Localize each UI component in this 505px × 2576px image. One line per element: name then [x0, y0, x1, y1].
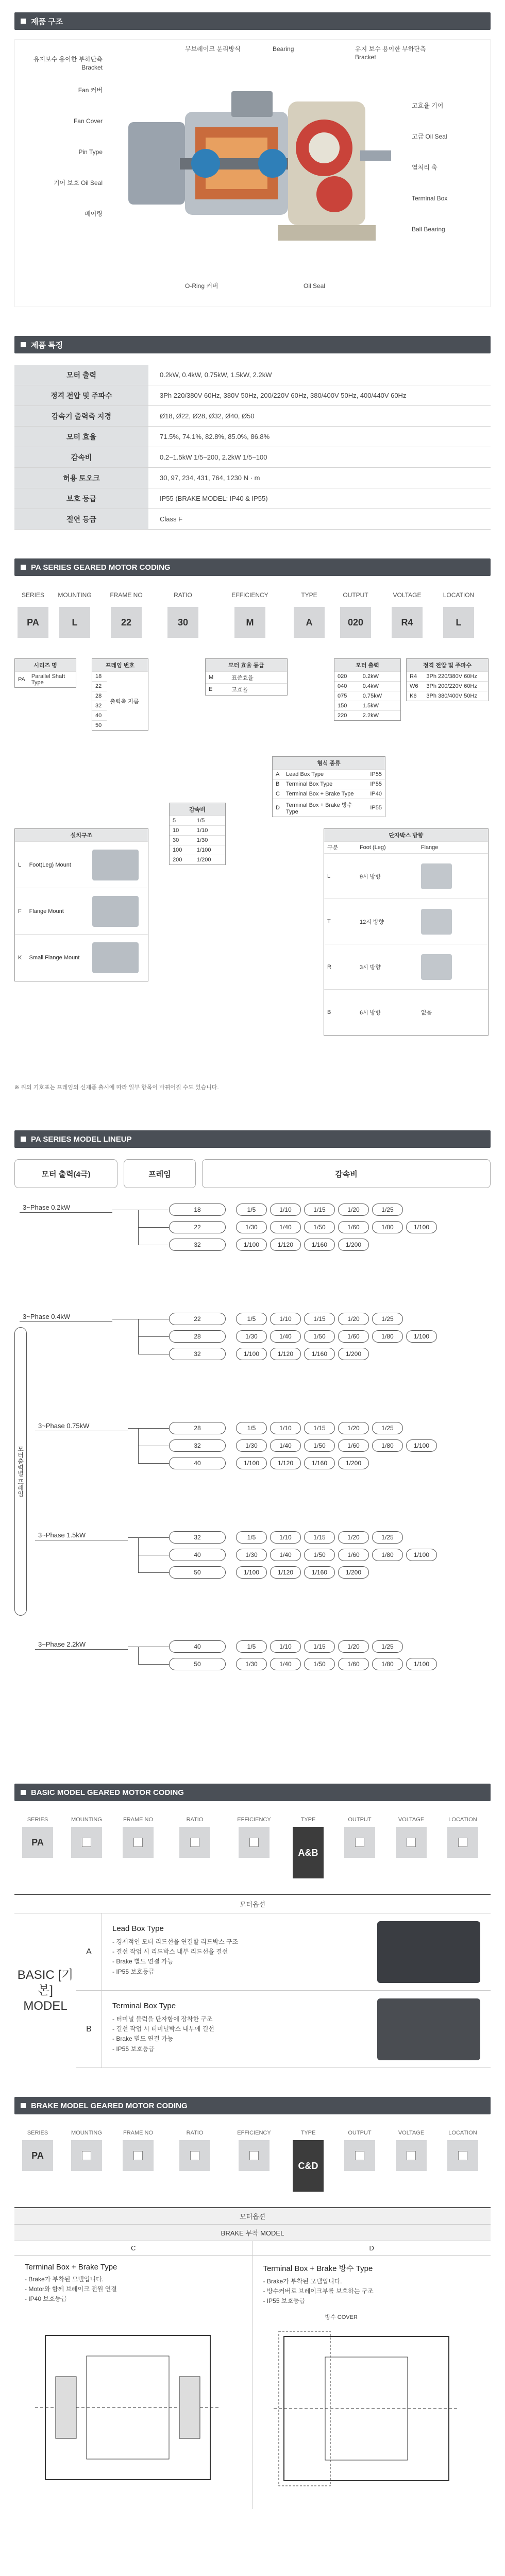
foot-mount-image [92, 850, 139, 880]
lead-box-image [377, 1921, 480, 1983]
ratio-pill: 1/15 [304, 1531, 335, 1544]
coding-section [14, 558, 491, 1101]
brake-section [14, 2097, 491, 2509]
connector-line [138, 1537, 169, 1538]
frame-pill: 50 [169, 1658, 226, 1670]
callout-right-1: 고급 Oil Seal [412, 133, 447, 140]
brake-c-drawing [25, 2315, 231, 2500]
ratio-pill: 1/80 [372, 1549, 403, 1561]
ratio-pill: 1/10 [270, 1422, 301, 1434]
code-voltage: R4 [392, 607, 423, 638]
callout-top-1: Bearing [273, 45, 294, 53]
frame-pill: 18 [169, 1204, 226, 1216]
cover-label: 방수 COVER [325, 2314, 358, 2320]
ratio-pill: 1/5 [236, 1640, 267, 1653]
feature-row: 허용 토오크 30, 97, 234, 431, 764, 1230 N · m [14, 468, 491, 488]
basic-row-b: B Terminal Box Type - 터미널 블럭을 단자함에 장착한 구조 - 결선 작업 시 터미널박스 내부에 결선 - Brake 별도 연결 가능 - IP55 보호등급 [76, 1991, 491, 2068]
lineup-row [169, 1348, 372, 1360]
frame-pill: 50 [169, 1566, 226, 1579]
basic-heads: SERIES MOUNTING FRAME NO RATIO EFFICIENCY TYPE OUTPUT VOLTAGE LOCATION [27, 1817, 477, 1823]
location-legend: 단자박스 방향 구분 Foot (Leg) Flange L 9시 방향 T 12시 방향 R 3시 방향 B 6시 방향 없음 [324, 828, 489, 1036]
ratio-pill: 1/80 [372, 1658, 403, 1670]
connector-line [138, 1572, 169, 1573]
ratio-pill: 1/200 [338, 1457, 369, 1469]
frame-pill: 28 [169, 1330, 226, 1343]
code-mounting: L [59, 607, 90, 638]
coding-values [14, 607, 484, 638]
ratio-pill: 1/15 [304, 1422, 335, 1434]
ratio-pill: 1/5 [236, 1422, 267, 1434]
frame-pill: 32 [169, 1348, 226, 1360]
feature-row: 보호 등급 IP55 (BRAKE MODEL: IP40 & IP55) [14, 488, 491, 509]
terminal-box-image [377, 1998, 480, 2060]
ratio-pill: 1/100 [406, 1330, 437, 1343]
connector-line [138, 1428, 169, 1429]
ratio-pill: 1/80 [372, 1439, 403, 1452]
features-table [14, 365, 491, 530]
lineup-row [169, 1204, 406, 1216]
lineup-row [169, 1531, 406, 1544]
callout-right-3: Terminal Box [412, 195, 448, 202]
connector-line [128, 1428, 138, 1429]
ratio-pill: 1/30 [236, 1439, 267, 1452]
lineup-header: PA SERIES MODEL LINEUP [14, 1130, 491, 1148]
ratio-pill: 1/200 [338, 1239, 369, 1251]
connector-line [138, 1336, 169, 1337]
ratio-pill: 1/100 [406, 1549, 437, 1561]
brake-header: BRAKE MODEL GEARED MOTOR CODING [14, 2097, 491, 2114]
frame-pill: 32 [169, 1239, 226, 1251]
ratio-pill: 1/100 [406, 1221, 437, 1233]
motor-cutaway-image [108, 60, 396, 277]
frame-pill: 22 [169, 1313, 226, 1325]
voltage-legend: 정격 전압 및 주파수 R4 3Ph 220/380V 60Hz W6 3Ph 200/220V 60Hz K6 3Ph 380/400V 50Hz [406, 658, 489, 701]
ratio-pill: 1/200 [338, 1566, 369, 1579]
ratio-pill: 1/50 [304, 1221, 335, 1233]
ratio-pill: 1/50 [304, 1658, 335, 1670]
ratio-pill: 1/40 [270, 1658, 301, 1670]
bullet-icon [21, 342, 26, 347]
bullet-icon [21, 1137, 26, 1142]
callout-left-4: 기어 보호 Oil Seal [53, 179, 103, 187]
connector-line [138, 1664, 169, 1665]
flange-mount-image [92, 896, 139, 927]
ratio-pill: 1/160 [304, 1348, 335, 1360]
features-header: 제품 특징 [14, 336, 491, 353]
ratio-pill: 1/20 [338, 1313, 369, 1325]
ratio-pill: 1/100 [236, 1348, 267, 1360]
lineup-row [169, 1549, 440, 1561]
ratio-legend: 감속비 5 1/5 10 1/10 30 1/30 100 1/100 200 1/200 [169, 803, 226, 865]
lineup-heads: 모터 출력(4극) 프레임 감속비 [14, 1159, 491, 1188]
ratio-pill: 1/30 [236, 1658, 267, 1670]
ratio-pill: 1/50 [304, 1549, 335, 1561]
lineup-row [169, 1422, 406, 1434]
basic-type-table: 모터옵션 BASIC [기본] MODEL A Lead Box Type - 경제적인 모터 리드선을 연결할 리드박스 구조 - 결선 작업 시 리드박스 내부 리드선을 결선 - Brake 별도 연결 가능 - IP55 보호등급 B Terminal Box Type - 터미널 블럭을 단자함에 장착한 구조 - 결선 작업 시 터미널박스 내부에 결선 - Brake 별도 연결 가능 - IP55 보호등급 [14, 1894, 491, 2068]
ratio-pill: 1/100 [406, 1439, 437, 1452]
code-output: 020 [340, 607, 371, 638]
ratio-pill: 1/15 [304, 1204, 335, 1216]
ratio-pill: 1/50 [304, 1330, 335, 1343]
ratio-pill: 1/25 [372, 1313, 403, 1325]
connector-line [138, 1647, 139, 1664]
callout-left-5: 베어링 [85, 210, 103, 217]
type-legend: 형식 종류 A Lead Box Type IP55 B Terminal Box Type IP55 C Terminal Box + Brake Type IP40 D Terminal Box + Brake 방수 Type IP55 [272, 756, 385, 817]
ratio-pill: 1/30 [236, 1221, 267, 1233]
ratio-pill: 1/60 [338, 1658, 369, 1670]
ratio-pill: 1/30 [236, 1330, 267, 1343]
ratio-pill: 1/40 [270, 1330, 301, 1343]
ratio-pill: 1/25 [372, 1204, 403, 1216]
bullet-icon [21, 2103, 26, 2108]
lineup-row [169, 1439, 440, 1452]
connector-line [138, 1210, 139, 1245]
code-efficiency: M [234, 607, 265, 638]
basic-codes: PA A&B [14, 1827, 491, 1878]
lineup-row [169, 1221, 440, 1233]
ratio-pill: 1/15 [304, 1313, 335, 1325]
brake-d-drawing [263, 2321, 469, 2496]
brake-heads: SERIES MOUNTING FRAME NO RATIO EFFICIENCY TYPE OUTPUT VOLTAGE LOCATION [27, 2130, 477, 2136]
bullet-icon [21, 1790, 26, 1795]
ratio-pill: 1/10 [270, 1640, 301, 1653]
basic-header: BASIC MODEL GEARED MOTOR CODING [14, 1784, 491, 1801]
series-legend: 시리즈 명 PA Parallel Shaft Type [14, 658, 76, 688]
structure-header: 제품 구조 [14, 12, 491, 30]
lineup-section [14, 1130, 491, 1755]
connector-line [128, 1537, 138, 1538]
lineup-body [14, 1198, 491, 1755]
bullet-icon [21, 565, 26, 570]
lineup-row [169, 1457, 372, 1469]
connector-line [138, 1319, 139, 1354]
lineup-row [169, 1330, 440, 1343]
code-frame: 22 [111, 607, 142, 638]
brake-col-c: Terminal Box + Brake Type - Brake가 부착된 모델입니다. - Motor와 함께 브레이크 전원 연결 - IP40 보호등급 [14, 2256, 253, 2509]
frame-pill: 32 [169, 1531, 226, 1544]
ratio-pill: 1/160 [304, 1457, 335, 1469]
connector-line [138, 1463, 169, 1464]
code-location: L [443, 607, 474, 638]
callout-bottom-0: O-Ring 커버 [185, 282, 218, 290]
connector-line [138, 1537, 139, 1572]
structure-diagram [14, 39, 491, 307]
brake-col-d: Terminal Box + Brake 방수 Type - Brake가 부착된 모델입니다. - 방수커버로 브레이크부를 보호하는 구조 - IP55 보호등급 방수 COVER [253, 2256, 491, 2509]
code-series: PA [18, 607, 48, 638]
lineup-row [169, 1640, 406, 1653]
features-section [14, 336, 491, 530]
structure-section [14, 12, 491, 307]
callout-left-1: Fan 커버 [78, 87, 103, 94]
frame-legend: 프레임 번호 18 출력축 지름 22 28 32 40 50 [92, 658, 148, 731]
code-type: A [294, 607, 325, 638]
ratio-pill: 1/100 [236, 1457, 267, 1469]
ratio-pill: 1/50 [304, 1439, 335, 1452]
location-image [421, 954, 452, 980]
small-flange-image [92, 942, 139, 973]
ratio-pill: 1/80 [372, 1221, 403, 1233]
ratio-pill: 1/5 [236, 1204, 267, 1216]
connector-line [138, 1428, 139, 1463]
callout-left-2: Fan Cover [73, 117, 103, 125]
basic-model-label: BASIC [기본] MODEL [17, 1968, 74, 2013]
basic-type-code: A&B [293, 1827, 324, 1878]
ratio-pill: 1/100 [236, 1239, 267, 1251]
ratio-pill: 1/120 [270, 1566, 301, 1579]
bullet-icon [21, 19, 26, 24]
phase-label: 3~Phase 0.4kW [20, 1313, 112, 1322]
coding-note: ※ 위의 기호표는 프레임의 신제품 출시에 따라 일부 항목이 바뀌어질 수도 있습니다. [14, 1084, 219, 1091]
callout-bottom-1: Oil Seal [304, 282, 326, 290]
ratio-pill: 1/25 [372, 1531, 403, 1544]
ratio-pill: 1/5 [236, 1531, 267, 1544]
feature-row: 감속비 0.2~1.5kW 1/5~200, 2.2kW 1/5~100 [14, 447, 491, 468]
ratio-pill: 1/5 [236, 1313, 267, 1325]
phase-label: 3~Phase 1.5kW [35, 1531, 128, 1540]
callout-left-0: 유지보수 용이한 부하단측 Bracket [33, 56, 103, 72]
lineup-row [169, 1239, 372, 1251]
ratio-pill: 1/30 [236, 1549, 267, 1561]
ratio-pill: 1/100 [406, 1658, 437, 1670]
ratio-pill: 1/60 [338, 1330, 369, 1343]
callout-right-2: 열처리 축 [412, 164, 437, 171]
efficiency-legend: 모터 효율 등급 M 표준효율 E 고효율 [205, 658, 288, 696]
location-image [421, 909, 452, 935]
code-ratio: 30 [167, 607, 198, 638]
ratio-pill: 1/120 [270, 1239, 301, 1251]
frame-pill: 40 [169, 1640, 226, 1653]
feature-row: 모터 출력 0.2kW, 0.4kW, 0.75kW, 1.5kW, 2.2kW [14, 365, 491, 385]
ratio-pill: 1/10 [270, 1313, 301, 1325]
lineup-row [169, 1313, 406, 1325]
ratio-pill: 1/120 [270, 1457, 301, 1469]
phase-label: 3~Phase 0.75kW [35, 1422, 128, 1431]
callout-left-3: Pin Type [78, 148, 103, 156]
callout-top-0: 무브레이크 분리방식 [185, 45, 241, 53]
ratio-pill: 1/160 [304, 1566, 335, 1579]
callout-right-0: 고효율 기어 [412, 102, 444, 109]
basic-section [14, 1784, 491, 2068]
callout-top-2: 유지 보수 용이한 부하단측 Bracket [355, 45, 426, 61]
lineup-row [169, 1658, 440, 1670]
connector-line [138, 1227, 169, 1228]
mount-legend: 설치구조 L Foot(Leg) Mount F Flange Mount K Small Flange Mount [14, 828, 148, 981]
feature-row: 절연 등급 Class F [14, 509, 491, 530]
brake-codes: PA C&D [14, 2140, 491, 2192]
callout-right-4: Ball Bearing [412, 226, 445, 233]
ratio-pill: 1/25 [372, 1640, 403, 1653]
frame-pill: 32 [169, 1439, 226, 1452]
ratio-pill: 1/20 [338, 1204, 369, 1216]
frame-pill: 28 [169, 1422, 226, 1434]
ratio-pill: 1/20 [338, 1640, 369, 1653]
ratio-pill: 1/80 [372, 1330, 403, 1343]
brake-type-table: 모터옵션 BRAKE 부착 MODEL C D Terminal Box + Brake Type - Brake가 부착된 모델입니다. - Motor와 함께 브레이크 전원 연결 - IP40 보호등급 Terminal Box + Brake 방수 Type - Brake가 부착된 모델입니다. - 방수커버로 브레이크부를 보호하는 구조 - IP55 보호등급 방수 COVER [14, 2207, 491, 2509]
frame-pill: 22 [169, 1221, 226, 1233]
basic-row-a: A Lead Box Type - 경제적인 모터 리드선을 연결할 리드박스 구조 - 결선 작업 시 리드박스 내부 리드선을 결선 - Brake 별도 연결 가능 - IP55 보호등급 [76, 1913, 491, 1991]
coding-header: PA SERIES GEARED MOTOR CODING [14, 558, 491, 576]
ratio-pill: 1/15 [304, 1640, 335, 1653]
phase-label: 3~Phase 0.2kW [20, 1204, 112, 1213]
location-image [421, 863, 452, 889]
ratio-pill: 1/20 [338, 1422, 369, 1434]
ratio-pill: 1/60 [338, 1549, 369, 1561]
ratio-pill: 1/20 [338, 1531, 369, 1544]
ratio-pill: 1/10 [270, 1204, 301, 1216]
ratio-pill: 1/40 [270, 1221, 301, 1233]
lineup-side-label: 모터출력별 프레임 [14, 1327, 27, 1616]
ratio-pill: 1/160 [304, 1239, 335, 1251]
ratio-pill: 1/200 [338, 1348, 369, 1360]
ratio-pill: 1/40 [270, 1549, 301, 1561]
output-legend: 모터 출력 020 0.2kW 040 0.4kW 075 0.75kW 150 1.5kW 220 2.2kW [334, 658, 401, 721]
lineup-row [169, 1566, 372, 1579]
ratio-pill: 1/100 [236, 1566, 267, 1579]
frame-pill: 40 [169, 1457, 226, 1469]
ratio-pill: 1/60 [338, 1439, 369, 1452]
frame-pill: 40 [169, 1549, 226, 1561]
feature-row: 모터 효율 71.5%, 74.1%, 82.8%, 85.0%, 86.8% [14, 427, 491, 447]
feature-row: 감속기 출력축 지경 Ø18, Ø22, Ø28, Ø32, Ø40, Ø50 [14, 406, 491, 427]
brake-type-code: C&D [293, 2140, 324, 2192]
ratio-pill: 1/40 [270, 1439, 301, 1452]
coding-diagram [14, 586, 491, 1101]
phase-label: 3~Phase 2.2kW [35, 1640, 128, 1650]
ratio-pill: 1/120 [270, 1348, 301, 1360]
ratio-pill: 1/10 [270, 1531, 301, 1544]
ratio-pill: 1/25 [372, 1422, 403, 1434]
feature-row: 정격 전압 및 주파수 3Ph 220/380V 60Hz, 380V 50Hz, 200/220V 60Hz, 380/400V 50Hz, 400/440V 60Hz [14, 385, 491, 406]
ratio-pill: 1/60 [338, 1221, 369, 1233]
coding-heads: SERIES MOUNTING FRAME NO RATIO EFFICIENCY TYPE OUTPUT VOLTAGE LOCATION [21, 591, 475, 599]
